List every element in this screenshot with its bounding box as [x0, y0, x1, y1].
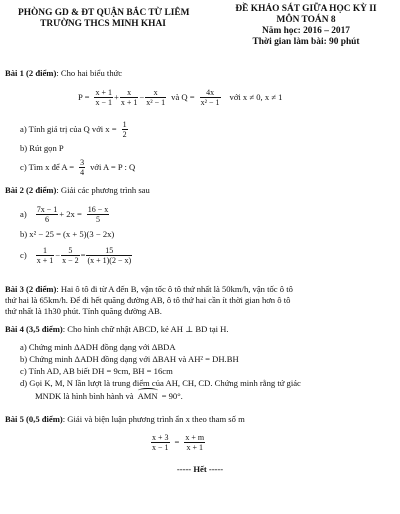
fraction: $\frac{x + 1}{x - 1}$ — [95, 88, 112, 107]
plus-sign: + — [113, 92, 119, 102]
subject: MÔN TOÁN 8 — [276, 15, 336, 25]
bai5-equation: $\frac{x + 3}{x - 1}$ = $\frac{x + m}{x + 1}$ — [152, 433, 205, 452]
fraction: $\frac{16 - x}{5}$ — [87, 205, 109, 224]
bai1-part-b: b) Rút gọn P — [20, 143, 64, 153]
bai1-intro — [5, 68, 122, 79]
fraction: $\frac{x + 3}{x - 1}$ — [152, 433, 169, 452]
school-year: Năm học: 2016 – 2017 — [261, 26, 350, 36]
fraction: $\frac{1}{2}$ — [122, 120, 127, 139]
end-marker: ----- Hết ----- — [176, 464, 224, 474]
fraction: $\frac{7x - 1}{6}$ — [36, 205, 58, 224]
bai4-part-b: b) Chứng minh ΔADH đồng dạng với ΔBAH và AH² = DH.BH — [20, 354, 239, 364]
bai4-part-d-line1: d) Gọi K, M, N lần lượt là trung điểm của AH, CH, CD. Chứng minh rằng tứ giác — [20, 378, 301, 388]
condition: với x ≠ 0, x ≠ 1 — [229, 92, 283, 102]
exam-title: ĐỀ KHẢO SÁT GIỮA HỌC KỲ II — [235, 4, 377, 14]
time-limit: Thời gian làm bài: 90 phút — [252, 37, 360, 47]
bai1-intro-text: : Cho hai biểu thức — [56, 68, 123, 78]
fraction: $\frac{x}{x + 1}$ — [120, 88, 138, 107]
bai5-label: Bài 5 (0,5 điểm) — [5, 414, 63, 424]
bai4-part-a: a) Chứng minh ΔADH đồng dạng với ΔBDA — [20, 342, 176, 352]
fraction: $\frac{x + m}{x + 1}$ — [185, 433, 205, 452]
angle-arc: AMN — [137, 391, 158, 401]
bai1-part-a: a) Tính giá trị của Q với x = $\frac{1}{2}$ — [20, 120, 127, 139]
fraction: $\frac{15}{(x + 1)(2 - x)}$ — [87, 246, 132, 265]
bai3-label: Bài 3 (2 điểm) — [5, 284, 57, 294]
bai2-part-a: a) $\frac{7x - 1}{6}$ + 2x = $\frac{16 - x}{5}$ — [20, 205, 109, 224]
bai2-part-b: b) x² − 25 = (x + 5)(3 − 2x) — [20, 229, 115, 239]
bai4-part-c: c) Tính AD, AB biết DH = 9cm, BH = 16cm — [20, 366, 173, 376]
fraction: $\frac{3}{4}$ — [80, 158, 85, 177]
department-name: PHÒNG GD & ĐT QUẬN BẮC TỪ LIÊM — [18, 8, 190, 18]
fraction: $\frac{4x}{\text{x² − 1}}$ — [200, 88, 220, 107]
minus-sign: − — [139, 92, 145, 102]
bai1-part-c: c) Tìm x để A = $\frac{3}{4}$ với A = P : Q — [20, 158, 136, 177]
bai4-part-d-line2: MNDK là hình bình hành và AMN = 90°. — [35, 391, 183, 401]
bai5-intro: Bài 5 (0,5 điểm): Giải và biện luận phương trình ẩn x theo tham số m — [5, 414, 245, 424]
fraction: $\frac{x}{\text{x² − 1}}$ — [146, 88, 166, 107]
bai4-label: Bài 4 (3,5 điểm) — [5, 324, 63, 334]
bai2-label: Bài 2 (2 điểm) — [5, 185, 57, 195]
bai2-part-c: c) $\frac{1}{x + 1}$ − $\frac{5}{x - 2}$ = $\frac{15}{(x + 1)(2 - x)}$ — [20, 246, 132, 265]
q-lhs: và Q = — [171, 92, 195, 102]
bai4-intro: Bài 4 (3,5 điểm): Cho hình chữ nhật ABCD, kẻ AH ⊥ BD tại H. — [5, 324, 229, 334]
fraction: $\frac{5}{x - 2}$ — [62, 246, 79, 265]
bai2-intro: Bài 2 (2 điểm): Giải các phương trình sau — [5, 185, 150, 195]
bai1-expressions — [78, 88, 282, 107]
bai1-label: Bài 1 (2 điểm) — [5, 68, 57, 78]
bai3-line2: thứ hai là 65km/h. Để đi hết quãng đường AB, ô tô thứ hai cần ít thời gian hơn ô tô — [5, 295, 291, 305]
p-lhs: P = — [78, 92, 90, 102]
bai3-line3: thứ nhất là 1h30 phút. Tính quãng đường AB. — [5, 306, 162, 316]
school-name: TRƯỜNG THCS MINH KHAI — [40, 19, 166, 29]
bai3-line1: Bài 3 (2 điểm): Hai ô tô đi từ A đến B, vận tốc ô tô thứ nhất là 50km/h, vận tốc ô tô — [5, 284, 293, 294]
fraction: $\frac{1}{x + 1}$ — [36, 246, 54, 265]
